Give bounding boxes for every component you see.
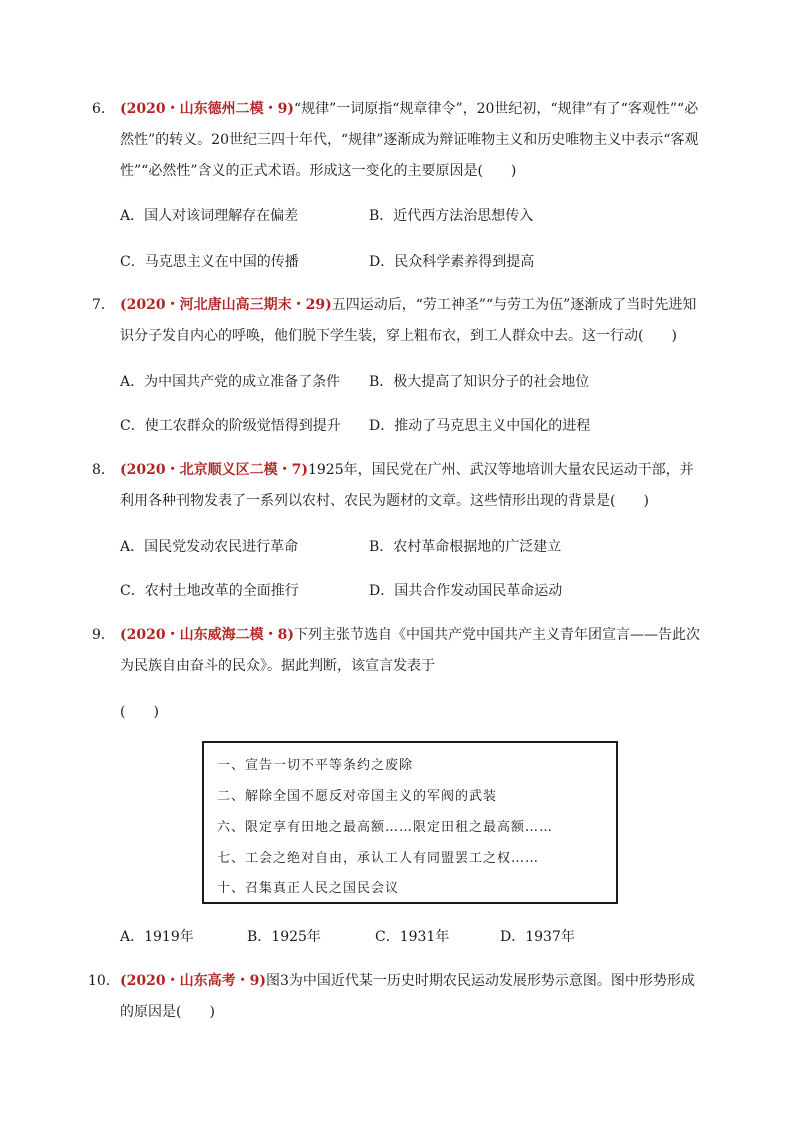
- question-9: [92, 620, 700, 682]
- question-source: (2020・河北唐山高三期末・29): [120, 297, 332, 313]
- question-number: 6．: [92, 101, 115, 117]
- question-source: (2020・山东高考・9): [120, 973, 266, 989]
- question-8: [92, 455, 700, 517]
- option-d[interactable]: D．国共合作发动国民革命运动: [369, 583, 563, 599]
- question-source: (2020・北京顺义区二模・7): [120, 462, 308, 478]
- question-source: (2020・山东德州二模・9): [120, 101, 294, 117]
- question-number: 9．: [92, 627, 115, 643]
- question-10: [88, 966, 700, 1028]
- question-7: [92, 290, 700, 352]
- question-number: 7．: [92, 297, 115, 313]
- excerpt-line: 一、宣告一切不平等条约之废除: [217, 758, 414, 773]
- question-number: 10．: [88, 973, 120, 989]
- option-b[interactable]: B．极大提高了知识分子的社会地位: [369, 374, 590, 390]
- excerpt-box: [202, 741, 618, 904]
- question-stem: 五四运动后，“劳工神圣”“与劳工为伍”逐渐成了当时先进知识分子发自内心的呼唤，他们脱下学生装，穿上粗布衣，到工人群众中去。这一行动( ): [120, 297, 697, 344]
- excerpt-line: 六、限定享有田地之最高额……限定田租之最高额……: [217, 820, 554, 835]
- question-6: [92, 94, 700, 187]
- option-a[interactable]: A．国人对该词理解存在偏差: [120, 208, 299, 224]
- option-d[interactable]: D．民众科学素养得到提高: [369, 254, 535, 270]
- option-c[interactable]: C．1931年: [375, 929, 450, 945]
- excerpt-line: 十、召集真正人民之国民会议: [217, 881, 400, 896]
- option-c[interactable]: C．马克思主义在中国的传播: [120, 254, 299, 270]
- question-stem: 图3为中国近代某一历史时期农民运动发展形势示意图。图中形势形成的原因是( ): [120, 973, 695, 1020]
- option-b[interactable]: B．农村革命根据地的广泛建立: [369, 539, 562, 555]
- option-d[interactable]: D．推动了马克思主义中国化的进程: [369, 418, 591, 434]
- question-stem: 下列主张节选自《中国共产党中国共产主义青年团宣言——告此次为民族自由奋斗的民众》。据此判断，该宣言发表于: [120, 627, 700, 674]
- option-d[interactable]: D．1937年: [500, 929, 575, 945]
- excerpt-line: 七、工会之绝对自由，承认工人有同盟罢工之权……: [217, 851, 540, 866]
- option-b[interactable]: B．1925年: [247, 929, 321, 945]
- option-a[interactable]: A．国民党发动农民进行革命: [120, 539, 299, 555]
- excerpt-line: 二、解除全国不愿反对帝国主义的军阀的武装: [217, 789, 498, 804]
- question-number: 8．: [92, 462, 115, 478]
- question-source: (2020・山东威海二模・8): [120, 627, 294, 643]
- question-stem: “规律”一词原指“规章律令”，20世纪初，“规律”有了“客观性”“必然性”的转义。20世纪三四十年代，“规律”逐渐成为辩证唯物主义和历史唯物主义中表示“客观性”“必然性”含义的正式术语。形成这一变化的主要原因是( ): [120, 101, 699, 179]
- option-c[interactable]: C．使工农群众的阶级觉悟得到提升: [120, 418, 341, 434]
- option-b[interactable]: B．近代西方法治思想传入: [369, 208, 534, 224]
- answer-blank: ( ): [120, 704, 159, 720]
- question-stem: 1925年，国民党在广州、武汉等地培训大量农民运动干部，并利用各种刊物发表了一系列以农村、农民为题材的文章。这些情形出现的背景是( ): [120, 462, 694, 509]
- option-a[interactable]: A．为中国共产党的成立准备了条件: [120, 374, 341, 390]
- option-c[interactable]: C．农村土地改革的全面推行: [120, 583, 299, 599]
- option-a[interactable]: A．1919年: [120, 929, 194, 945]
